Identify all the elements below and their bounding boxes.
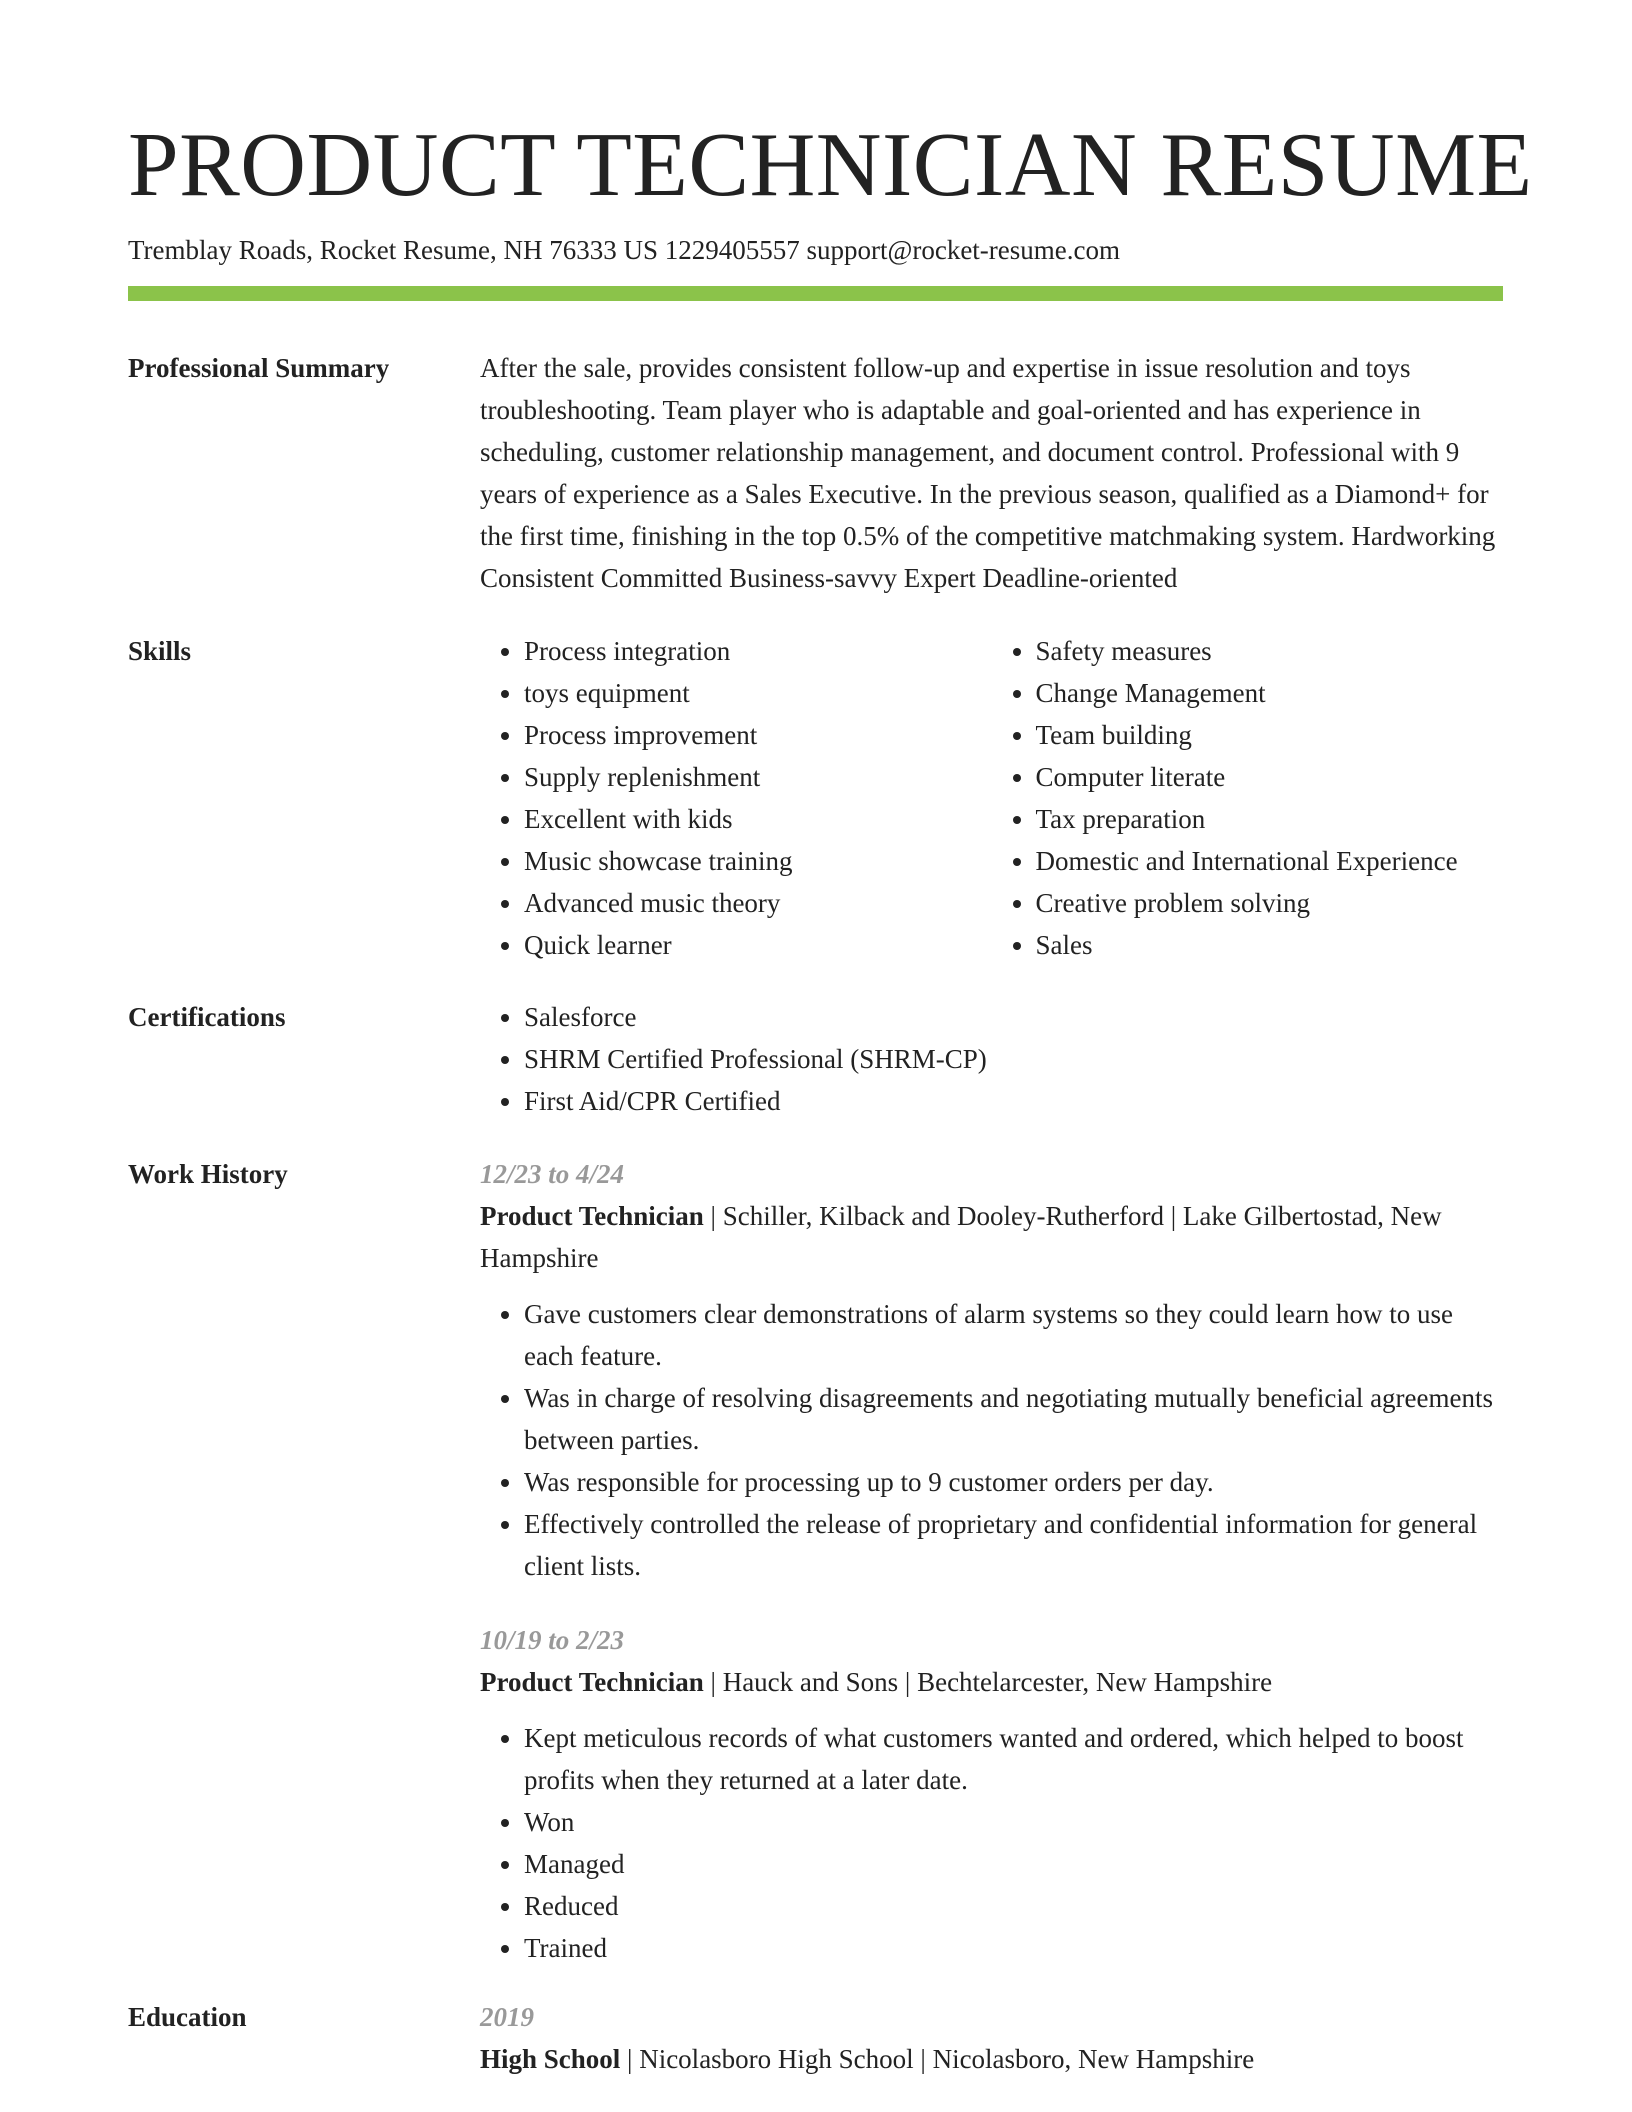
job-bullet: • Managed [524,1843,1503,1885]
skill-item: • Domestic and International Experience [1036,840,1504,882]
certifications-label: Certifications [128,1002,286,1032]
education-degree: High School [480,2044,621,2074]
certification-item: • Salesforce [524,996,1503,1038]
job-dates: 12/23 to 4/24 [480,1159,625,1189]
skill-item: • Quick learner [524,924,992,966]
skill-item: • Music showcase training [524,840,992,882]
job-details: | Hauck and Sons | Bechtelarcester, New Hampshire [703,1667,1273,1697]
skill-item: • Computer literate [1036,756,1504,798]
job-entry [480,1153,1503,1587]
skill-item: • toys equipment [524,672,992,714]
certification-item: • SHRM Certified Professional (SHRM-CP) [524,1038,1503,1080]
certification-item: • First Aid/CPR Certified [524,1080,1503,1122]
skills-column-2 [992,630,1504,966]
skill-item: • Supply replenishment [524,756,992,798]
skill-item: • Change Management [1036,672,1504,714]
skill-item: • Team building [1036,714,1504,756]
job-bullet: • Won [524,1801,1503,1843]
job-bullet: • Gave customers clear demonstrations of alarm systems so they could learn how to use each feature. [524,1293,1503,1377]
job-bullet: • Effectively controlled the release of proprietary and confidential information for general client lists. [524,1503,1503,1587]
job-heading [480,1661,1503,1703]
skills-column-1 [480,630,992,966]
job-title: Product Technician [480,1667,704,1697]
skill-item: • Excellent with kids [524,798,992,840]
job-bullets [480,1717,1503,1969]
education-heading [480,2038,1503,2080]
skill-item: • Safety measures [1036,630,1504,672]
summary-text: After the sale, provides consistent follow-up and expertise in issue resolution and toys troubleshooting. Team player who is adaptable and goal-oriented and has experience in scheduling, customer relationship management, and document control. Professional with 9 years of experience as a Sales Executive. In the previous season, qualified as a Diamond+ for the first time, finishing in the top 0.5% of the competitive matchmaking system. Hardworking Consistent Committed Business-savvy Expert Deadline-oriented [480,353,1496,593]
skill-item: • Tax preparation [1036,798,1504,840]
contact-line: Tremblay Roads, Rocket Resume, NH 76333 US 1229405557 support@rocket-resume.com [128,235,1120,265]
job-heading [480,1195,1503,1279]
certifications-list [480,996,1503,1122]
job-bullet: • Kept meticulous records of what customers wanted and ordered, which helped to boost profits when they returned at a later date. [524,1717,1503,1801]
job-dates: 10/19 to 2/23 [480,1625,625,1655]
education-dates: 2019 [480,2002,534,2032]
skill-item: • Creative problem solving [1036,882,1504,924]
skill-item: • Process improvement [524,714,992,756]
skills-label: Skills [128,636,192,666]
work-history-label: Work History [128,1159,288,1189]
job-title: Product Technician [480,1201,704,1231]
summary-label: Professional Summary [128,353,390,383]
job-bullet: • Reduced [524,1885,1503,1927]
skill-item: • Advanced music theory [524,882,992,924]
job-bullet: • Trained [524,1927,1503,1969]
job-entry [480,1619,1503,1969]
job-bullet: • Was in charge of resolving disagreements and negotiating mutually beneficial agreements between parties. [524,1377,1503,1461]
resume-title: PRODUCT TECHNICIAN RESUME [128,114,1533,215]
job-details: | Schiller, Kilback and Dooley-Rutherford | Lake Gilbertostad, New Hampshire [480,1201,1442,1273]
education-details: | Nicolasboro High School | Nicolasboro, New Hampshire [620,2044,1255,2074]
job-bullet: • Was responsible for processing up to 9 customer orders per day. [524,1461,1503,1503]
accent-divider [128,286,1503,301]
skill-item: • Process integration [524,630,992,672]
skill-item: • Sales [1036,924,1504,966]
job-bullets [480,1293,1503,1587]
education-label: Education [128,2002,247,2032]
